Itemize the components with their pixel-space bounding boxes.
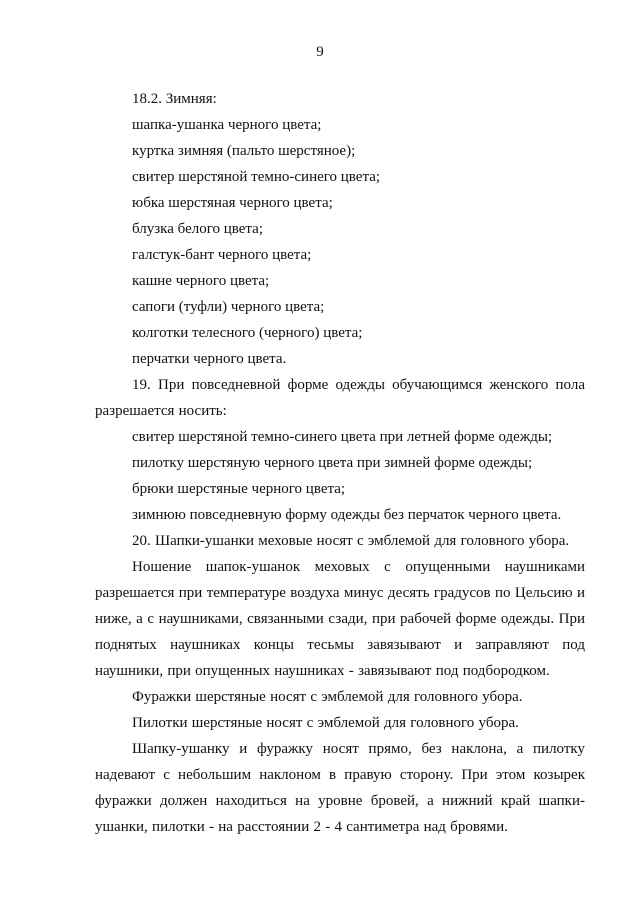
- list-item: шапка-ушанка черного цвета;: [132, 117, 322, 133]
- list-item: свитер шерстяной темно-синего цвета при летней форме одежды;: [132, 429, 553, 445]
- list-item: зимнюю повседневную форму одежды без перчаток черного цвета.: [132, 507, 562, 523]
- paragraph-20: 20. Шапки-ушанки меховые носят с эмблемой для головного убора.: [132, 533, 570, 549]
- paragraph-naklon: Шапку-ушанку и фуражку носят прямо, без наклона, а пилотку надевают с небольшим наклоном в правую сторону. При этом козырек фуражки должен находиться на уровне бровей, а нижний край шапки-ушанки, пилотки - на расстоянии 2 - 4 сантиметра над бровями.: [95, 741, 585, 835]
- page-number: 9: [316, 44, 324, 60]
- list-item: пилотку шерстяную черного цвета при зимней форме одежды;: [132, 455, 533, 471]
- document-body: [95, 86, 585, 840]
- paragraph-19: 19. При повседневной форме одежды обучающимся женского пола разрешается носить:: [95, 377, 585, 419]
- list-item: галстук-бант черного цвета;: [132, 247, 312, 263]
- list-item: колготки телесного (черного) цвета;: [132, 325, 363, 341]
- list-item: перчатки черного цвета.: [132, 351, 287, 367]
- paragraph-furazhki: Фуражки шерстяные носят с эмблемой для головного убора.: [132, 689, 523, 705]
- paragraph-ushanki: Ношение шапок-ушанок меховых с опущенными наушниками разрешается при температуре воздуха минус десять градусов по Цельсию и ниже, а с наушниками, связанными сзади, при рабочей форме одежды. При поднятых наушниках концы тесьмы завязывают и заправляют под наушники, при опущенных наушниках - завязывают под подбородком.: [95, 559, 585, 679]
- list-item: свитер шерстяной темно-синего цвета;: [132, 169, 381, 185]
- list-item: сапоги (туфли) черного цвета;: [132, 299, 325, 315]
- list-item: блузка белого цвета;: [132, 221, 263, 237]
- section-heading-18-2: 18.2. Зимняя:: [132, 91, 217, 107]
- list-item: юбка шерстяная черного цвета;: [132, 195, 333, 211]
- paragraph-pilotki: Пилотки шерстяные носят с эмблемой для головного убора.: [132, 715, 519, 731]
- list-item: брюки шерстяные черного цвета;: [132, 481, 346, 497]
- list-item: кашне черного цвета;: [132, 273, 270, 289]
- list-item: куртка зимняя (пальто шерстяное);: [132, 143, 356, 159]
